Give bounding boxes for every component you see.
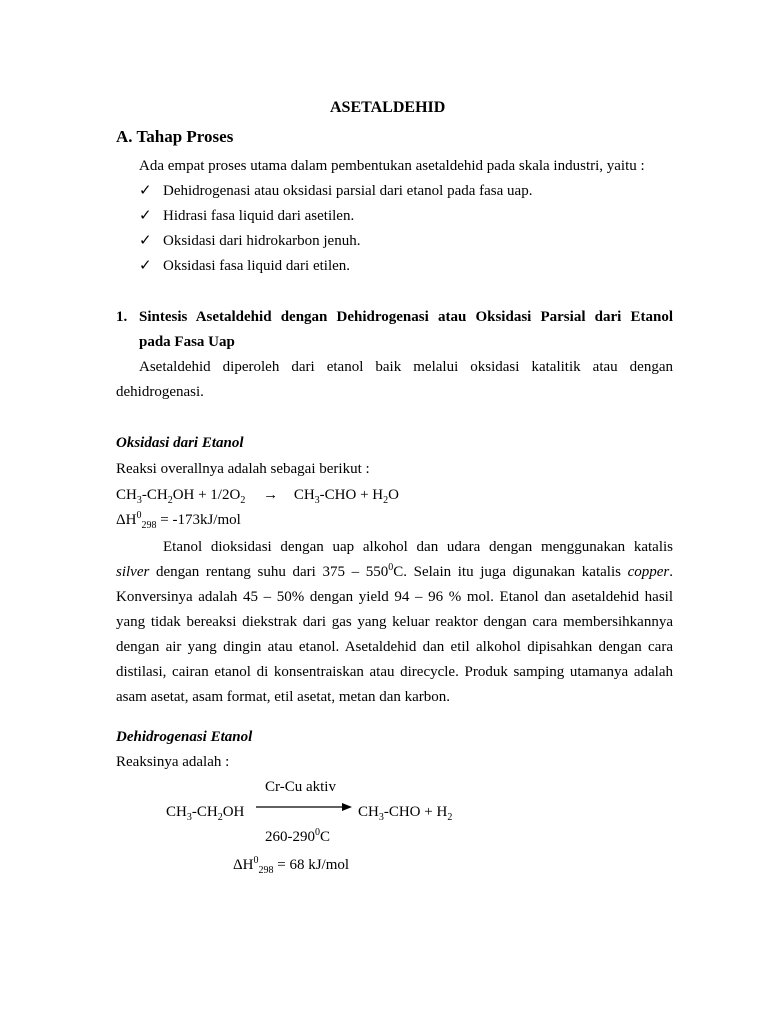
paragraph-line: dengan air yang dingin atau etanol. Asetaldehid dan etil alkohol dipisahkan dengan cara — [116, 639, 673, 655]
oxidation-heading: Oksidasi dari Etanol — [116, 435, 244, 451]
section-heading: A. Tahap Proses — [116, 127, 234, 146]
dehydrogenation-heading: Dehidrogenasi Etanol — [116, 729, 253, 745]
paragraph-line: distilasi, cairan etanol di konsentraiskan atau direcycle. Produk samping utamanya adalah — [116, 664, 673, 680]
enthalpy-value: $\Delta H^0_{298} = 68$ kJ/mol — [233, 855, 350, 876]
paragraph-line: dehidrogenasi. — [116, 384, 204, 400]
paragraph-line: Konversinya adalah 45 – 50% dengan yield 94 – 96 % mol. Etanol dan asetaldehid hasil — [116, 589, 673, 605]
intro-text: Ada empat proses utama dalam pembentukan asetaldehid pada skala industri, yaitu : — [139, 158, 645, 174]
check-icon: ✓ — [139, 233, 152, 249]
paragraph-line: asam asetat, asam format, etil asetat, metan dan karbon. — [116, 689, 451, 705]
document-title: ASETALDEHID — [330, 99, 446, 116]
oxidation-equation: $CH_3-CH_2OH + 1/2O_2 \to CH_3-CHO + H_2O$ — [116, 487, 399, 506]
temperature-label: $260-290^0C$ — [265, 827, 331, 845]
subsection-heading-cont: pada Fasa Uap — [139, 334, 235, 350]
reaction-intro: Reaksi overallnya adalah sebagai berikut : — [116, 461, 370, 477]
checklist-item: ✓ Dehidrogenasi atau oksidasi parsial dari etanol pada fasa uap. — [139, 183, 533, 199]
reactant-formula: $CH_3-CH_2OH$ — [166, 804, 245, 823]
arrow-icon: → — [263, 487, 279, 503]
check-icon: ✓ — [139, 258, 152, 274]
paragraph-line: Etanol dioksidasi dengan uap alkohol dan udara dengan menggunakan katalis — [163, 539, 673, 555]
check-icon: ✓ — [139, 208, 152, 224]
reaction-arrow-icon — [256, 800, 352, 814]
product-formula: $CH_3$-CHO + $H_2$ — [358, 804, 453, 823]
checklist-item: ✓ Oksidasi fasa liquid dari etilen. — [139, 258, 351, 274]
subsection-number: 1. — [116, 309, 128, 325]
subsection-heading: Sintesis Asetaldehid dengan Dehidrogenasi atau Oksidasi Parsial dari Etanol — [139, 309, 673, 325]
paragraph-line: silver dengan rentang suhu dari $375 - 550^0C$. Selain itu juga digunakan katalis copper. — [116, 562, 674, 580]
paragraph-line: Asetaldehid diperoleh dari etanol baik melalui oksidasi katalitik atau dengan — [139, 359, 673, 375]
checklist-item: ✓ Hidrasi fasa liquid dari asetilen. — [139, 208, 355, 224]
enthalpy-value: $\Delta H^0_{298} = -173kJ/mol$ — [116, 510, 241, 531]
reaction-intro: Reaksinya adalah : — [116, 754, 230, 770]
checklist-item: ✓ Oksidasi dari hidrokarbon jenuh. — [139, 233, 361, 249]
paragraph-line: yang tidak bereaksi diekstrak dari gas yang keluar reaktor dengan cara membersihkannya — [116, 614, 673, 630]
catalyst-label: Cr-Cu aktiv — [265, 779, 336, 795]
check-icon: ✓ — [139, 183, 152, 199]
